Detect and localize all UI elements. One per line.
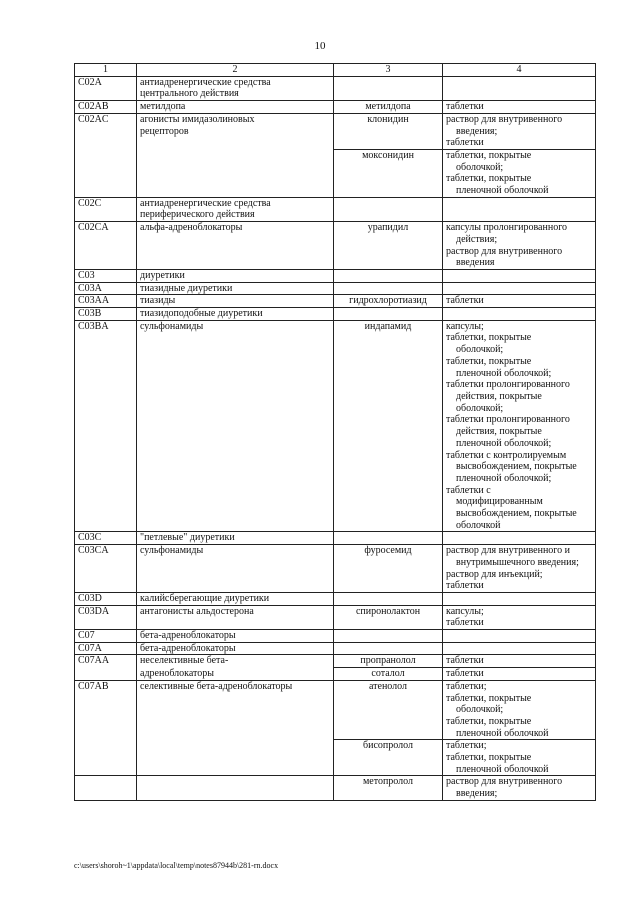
dosage-form-line: пленочной оболочкой (456, 727, 549, 739)
header-col-2: 2 (137, 64, 334, 77)
dosage-form-cell (443, 269, 596, 282)
drug-name-cell (334, 532, 443, 545)
dosage-form-line: модифицированным (456, 496, 543, 508)
dosage-form-line: таблетки (446, 617, 484, 629)
group-name-cell (137, 642, 334, 655)
atc-code-cell: C02C (75, 197, 137, 221)
group-name-cell (137, 76, 334, 100)
dosage-form-cell (443, 592, 596, 605)
atc-code-cell: C03AA (75, 295, 137, 308)
dosage-form-line: введения; (456, 788, 498, 800)
dosage-form-line: пленочной оболочкой; (456, 367, 552, 379)
dosage-form-line: оболочкой; (456, 344, 504, 356)
table-row (75, 630, 596, 643)
atc-code-cell: C07AA (75, 655, 137, 668)
atc-code-cell: C07A (75, 642, 137, 655)
drug-name-cell: фуросемид (334, 545, 443, 593)
table-row (75, 605, 596, 629)
group-name-cell (137, 680, 334, 740)
drug-name-cell: урапидил (334, 222, 443, 270)
dosage-form-line: таблетки, покрытые (446, 715, 532, 727)
drug-name-cell: моксонидин (334, 149, 443, 197)
dosage-form-line: оболочкой; (456, 161, 504, 173)
group-name-line: диуретики (140, 269, 185, 281)
group-name-line: неселективные бета- (140, 655, 229, 667)
atc-code-cell: C07 (75, 630, 137, 643)
dosage-form-line: таблетки (446, 580, 484, 592)
group-name-cell (137, 532, 334, 545)
table-row (75, 149, 596, 197)
drug-name-cell (334, 76, 443, 100)
drug-name-cell (334, 592, 443, 605)
atc-code-cell: C03B (75, 308, 137, 321)
group-name-line: тиазидные диуретики (140, 282, 233, 294)
group-name-cell (137, 776, 334, 800)
dosage-form-line: раствор для внутривенного и (446, 545, 571, 557)
group-name-cell (137, 149, 334, 197)
atc-code-cell: C03A (75, 282, 137, 295)
group-name-line: периферического действия (140, 209, 255, 221)
group-name-cell (137, 222, 334, 270)
atc-code-cell (75, 740, 137, 776)
dosage-form-line: пленочной оболочкой (456, 763, 549, 775)
drug-name-cell: соталол (334, 668, 443, 681)
drug-name-cell (334, 308, 443, 321)
dosage-form-line: таблетки, покрытые (446, 149, 532, 161)
drug-name-cell (334, 282, 443, 295)
group-name-cell (137, 668, 334, 681)
dosage-form-line: таблетки с контролируемым (446, 449, 567, 461)
dosage-form-line: таблетки, покрытые (446, 332, 532, 344)
group-name-cell (137, 101, 334, 114)
group-name-cell (137, 655, 334, 668)
table-row (75, 113, 596, 149)
atc-code-cell: C03BA (75, 320, 137, 532)
group-name-line: тиазидоподобные диуретики (140, 308, 263, 320)
table-row (75, 197, 596, 221)
dosage-form-line: раствор для инъекций; (446, 568, 543, 580)
dosage-form-line: таблетки (446, 668, 484, 680)
drug-name-cell: метопролол (334, 776, 443, 800)
dosage-form-line: таблетки пролонгированного (446, 414, 570, 426)
group-name-cell (137, 282, 334, 295)
dosage-form-line: оболочкой; (456, 704, 504, 716)
dosage-form-cell (443, 740, 596, 776)
dosage-form-cell (443, 197, 596, 221)
dosage-form-line: введения; (456, 125, 498, 137)
drug-name-cell: клонидин (334, 113, 443, 149)
dosage-form-line: раствор для внутривенного (446, 776, 563, 788)
group-name-cell (137, 308, 334, 321)
page-number: 10 (314, 40, 326, 52)
dosage-form-line: пленочной оболочкой; (456, 472, 552, 484)
group-name-line: селективные бета-адреноблокаторы (140, 680, 293, 692)
dosage-form-line: высвобождением, покрытые (456, 461, 577, 473)
dosage-form-line: таблетки (446, 101, 484, 113)
group-name-cell (137, 113, 334, 149)
dosage-form-cell (443, 308, 596, 321)
dosage-form-cell (443, 668, 596, 681)
drug-name-cell (334, 630, 443, 643)
header-col-3: 3 (334, 64, 443, 77)
atc-code-cell (75, 668, 137, 681)
group-name-line: рецепторов (140, 125, 189, 137)
atc-code-cell: C02CA (75, 222, 137, 270)
group-name-cell (137, 545, 334, 593)
dosage-form-cell (443, 76, 596, 100)
table-row (75, 532, 596, 545)
drug-name-cell (334, 197, 443, 221)
dosage-form-line: таблетки (446, 655, 484, 667)
atc-code-cell (75, 776, 137, 800)
dosage-form-cell (443, 222, 596, 270)
dosage-form-cell (443, 680, 596, 740)
drug-table (74, 63, 596, 801)
dosage-form-line: таблетки (446, 137, 484, 149)
table-row (75, 545, 596, 593)
group-name-line: адреноблокаторы (140, 667, 214, 679)
header-col-4: 4 (443, 64, 596, 77)
dosage-form-line: капсулы пролонгированного (446, 222, 568, 234)
atc-code-cell: C03C (75, 532, 137, 545)
atc-code-cell: C03CA (75, 545, 137, 593)
table-row (75, 776, 596, 800)
dosage-form-cell (443, 113, 596, 149)
dosage-form-cell (443, 149, 596, 197)
atc-code-cell: C07AB (75, 680, 137, 740)
dosage-form-line: таблетки с (446, 484, 491, 496)
dosage-form-line: действия; (456, 233, 498, 245)
drug-name-cell: гидрохлоротиазид (334, 295, 443, 308)
atc-code-cell: C02AB (75, 101, 137, 114)
dosage-form-cell (443, 642, 596, 655)
header-col-1: 1 (75, 64, 137, 77)
group-name-line: антиадренергические средства (140, 76, 271, 88)
dosage-form-line: таблетки пролонгированного (446, 379, 570, 391)
dosage-form-line: действия, покрытые (456, 390, 542, 402)
atc-code-cell: C02A (75, 76, 137, 100)
table-row (75, 655, 596, 668)
dosage-form-line: раствор для внутривенного (446, 113, 563, 125)
table-row (75, 740, 596, 776)
dosage-form-cell (443, 776, 596, 800)
table-row (75, 320, 596, 532)
dosage-form-cell (443, 282, 596, 295)
group-name-cell (137, 592, 334, 605)
atc-code-cell: C03DA (75, 605, 137, 629)
group-name-line: тиазиды (140, 295, 176, 307)
dosage-form-line: таблетки, покрытые (446, 692, 532, 704)
dosage-form-line: действия, покрытые (456, 426, 542, 438)
drug-name-cell: пропранолол (334, 655, 443, 668)
table-row (75, 269, 596, 282)
table-row (75, 308, 596, 321)
group-name-cell (137, 269, 334, 282)
table-row (75, 592, 596, 605)
group-name-line: бета-адреноблокаторы (140, 642, 236, 654)
table-row (75, 642, 596, 655)
group-name-cell (137, 605, 334, 629)
dosage-form-line: таблетки (446, 295, 484, 307)
atc-code-cell (75, 149, 137, 197)
group-name-line: сульфонамиды (140, 320, 204, 332)
atc-code-cell: C02AC (75, 113, 137, 149)
table-row (75, 295, 596, 308)
group-name-line: метилдопа (140, 101, 186, 113)
file-path-footer: c:\users\shoroh~1\appdata\local\temp\notes87944b\281-rn.docx (74, 861, 279, 870)
drug-name-cell: метилдопа (334, 101, 443, 114)
group-name-cell (137, 740, 334, 776)
group-name-line: альфа-адреноблокаторы (140, 222, 243, 234)
atc-code-cell: C03 (75, 269, 137, 282)
group-name-cell (137, 630, 334, 643)
dosage-form-cell (443, 320, 596, 532)
dosage-form-line: таблетки; (446, 680, 487, 692)
table-row (75, 668, 596, 681)
dosage-form-cell (443, 605, 596, 629)
dosage-form-line: оболочкой (456, 519, 501, 531)
group-name-line: антагонисты альдостерона (140, 605, 254, 617)
group-name-cell (137, 197, 334, 221)
drug-name-cell (334, 642, 443, 655)
table-row (75, 222, 596, 270)
dosage-form-cell (443, 532, 596, 545)
drug-name-cell: атенолол (334, 680, 443, 740)
group-name-cell (137, 295, 334, 308)
dosage-form-line: таблетки; (446, 740, 487, 752)
table-row (75, 680, 596, 740)
group-name-line: калийсберегающие диуретики (140, 592, 270, 604)
dosage-form-line: высвобождением, покрытые (456, 508, 577, 520)
group-name-cell (137, 320, 334, 532)
group-name-line: бета-адреноблокаторы (140, 630, 236, 642)
dosage-form-line: оболочкой; (456, 402, 504, 414)
dosage-form-line: введения (456, 257, 495, 269)
group-name-line: центрального действия (140, 88, 239, 100)
dosage-form-line: внутримышечного введения; (456, 556, 579, 568)
group-name-line: "петлевые" диуретики (140, 532, 235, 544)
drug-name-cell (334, 269, 443, 282)
table-row (75, 101, 596, 114)
dosage-form-cell (443, 655, 596, 668)
dosage-form-line: пленочной оболочкой (456, 185, 549, 197)
group-name-line: сульфонамиды (140, 545, 204, 557)
dosage-form-cell (443, 101, 596, 114)
table-header-row (75, 64, 596, 77)
dosage-form-line: пленочной оболочкой; (456, 437, 552, 449)
dosage-form-line: таблетки, покрытые (446, 752, 532, 764)
drug-name-cell: индапамид (334, 320, 443, 532)
group-name-line: агонисты имидазолиновых (140, 113, 255, 125)
dosage-form-cell (443, 630, 596, 643)
dosage-form-line: капсулы; (446, 320, 484, 332)
dosage-form-line: таблетки, покрытые (446, 355, 532, 367)
atc-code-cell: C03D (75, 592, 137, 605)
dosage-form-line: раствор для внутривенного (446, 245, 563, 257)
drug-name-cell: бисопролол (334, 740, 443, 776)
group-name-line: антиадренергические средства (140, 197, 271, 209)
dosage-form-cell (443, 295, 596, 308)
table-row (75, 282, 596, 295)
table-row (75, 76, 596, 100)
dosage-form-cell (443, 545, 596, 593)
dosage-form-line: таблетки, покрытые (446, 173, 532, 185)
dosage-form-line: капсулы; (446, 605, 484, 617)
drug-name-cell: спиронолактон (334, 605, 443, 629)
